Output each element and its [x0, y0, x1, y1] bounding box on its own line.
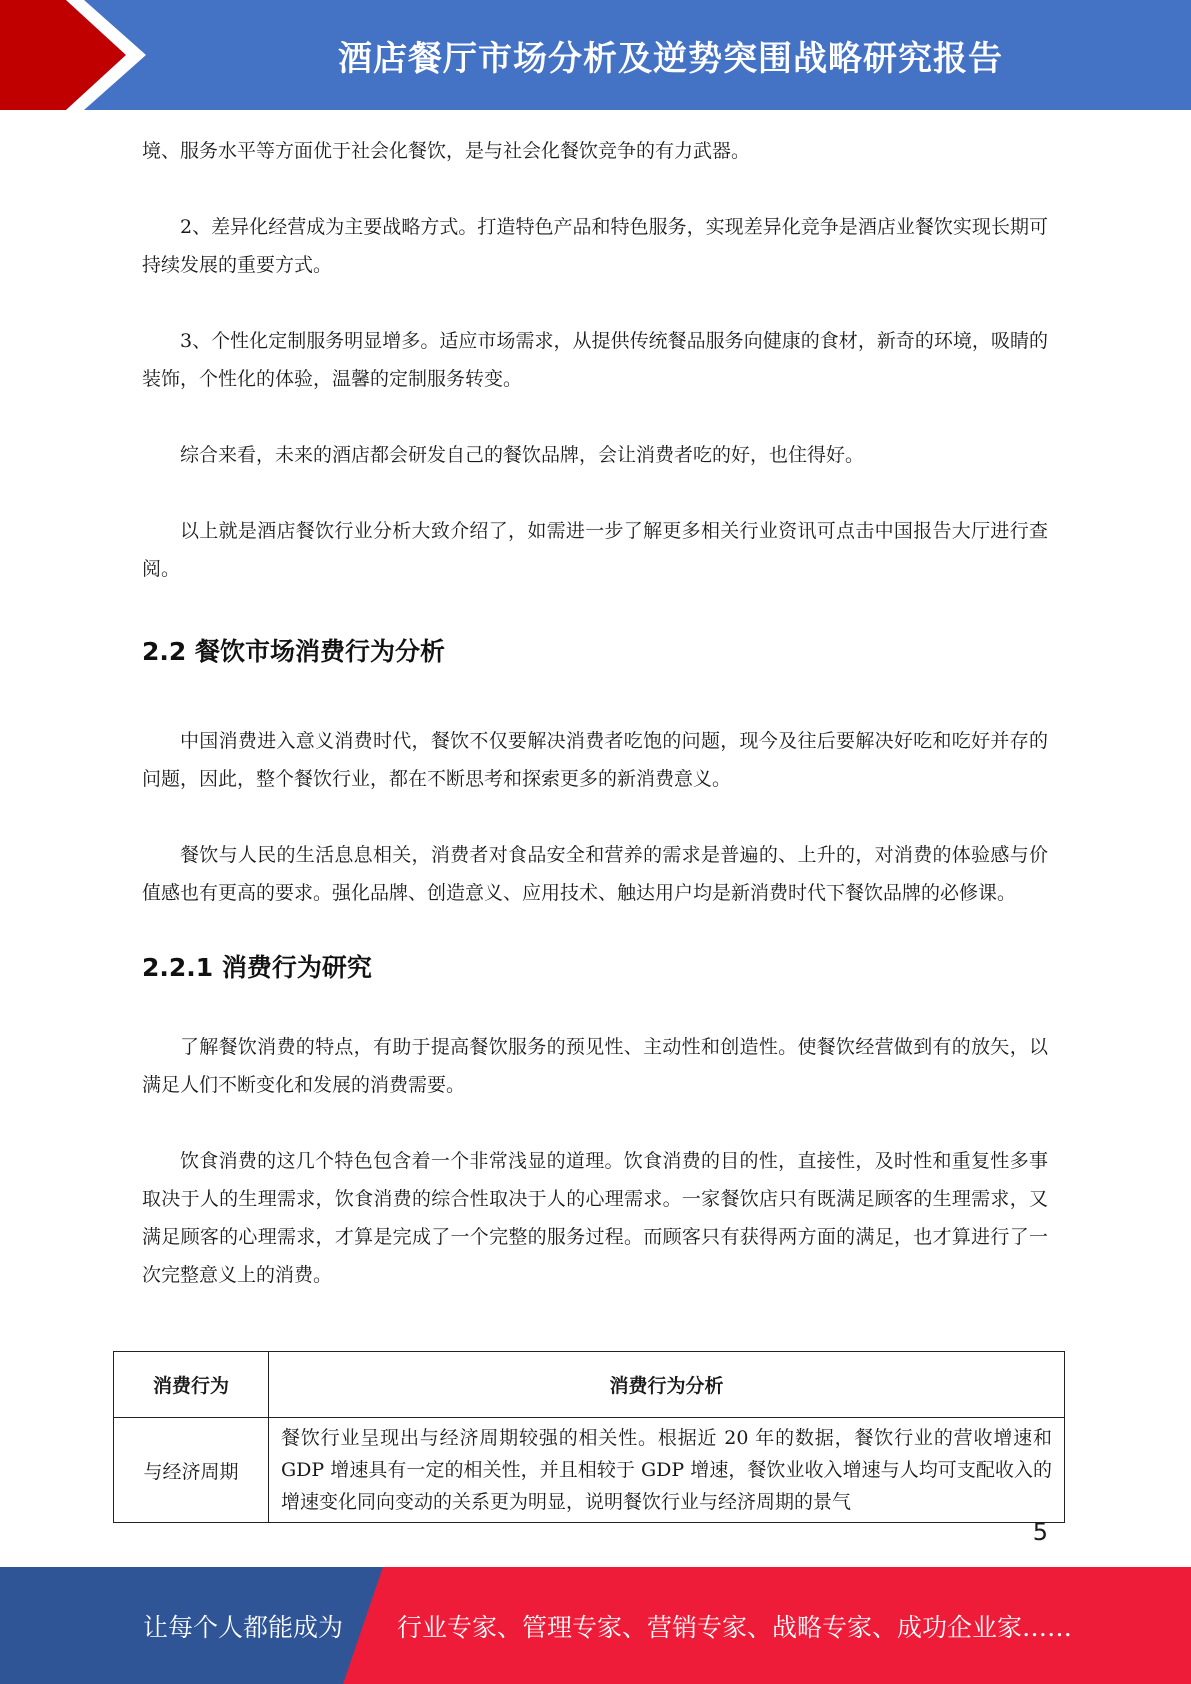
- table-cell-analysis: 餐饮行业呈现出与经济周期较强的相关性。根据近 20 年的数据，餐饮行业的营收增速和 GDP 增速具有一定的相关性，并且相较于 GDP 增速，餐饮业收入增速与人均可支配收入的增速变化同向变动的关系更为明显，说明餐饮行业与经济周期的景气: [269, 1418, 1065, 1523]
- paragraph: 以上就是酒店餐饮行业分析大致介绍了，如需进一步了解更多相关行业资讯可点击中国报告大厅进行查阅。: [142, 520, 1048, 580]
- report-title: 酒店餐厅市场分析及逆势突围战略研究报告: [338, 38, 1003, 79]
- table-header-cell: 消费行为分析: [269, 1352, 1065, 1418]
- section-heading-2-2: 2.2 餐饮市场消费行为分析: [142, 637, 445, 666]
- paragraph: 境、服务水平等方面优于社会化餐饮，是与社会化餐饮竞争的有力武器。: [142, 140, 751, 162]
- paragraph: 餐饮与人民的生活息息相关，消费者对食品安全和营养的需求是普遍的、上升的，对消费的体验感与价值感也有更高的要求。强化品牌、创造意义、应用技术、触达用户均是新消费时代下餐饮品牌的必修课。: [142, 844, 1048, 904]
- page-number: 5: [1032, 1518, 1048, 1546]
- paragraph: 饮食消费的这几个特色包含着一个非常浅显的道理。饮食消费的目的性，直接性，及时性和重复性多事取决于人的生理需求，饮食消费的综合性取决于人的心理需求。一家餐饮店只有既满足顾客的生理需求，又满足顾客的心理需求，才算是完成了一个完整的服务过程。而顾客只有获得两方面的满足，也才算进行了一次完整意义上的消费。: [142, 1150, 1048, 1286]
- paragraph: 中国消费进入意义消费时代，餐饮不仅要解决消费者吃饱的问题，现今及往后要解决好吃和吃好并存的问题，因此，整个餐饮行业，都在不断思考和探索更多的新消费意义。: [142, 730, 1048, 790]
- paragraph: 3、个性化定制服务明显增多。适应市场需求，从提供传统餐品服务向健康的食材，新奇的环境，吸睛的装饰，个性化的体验，温馨的定制服务转变。: [142, 330, 1048, 390]
- paragraph: 综合来看，未来的酒店都会研发自己的餐饮品牌，会让消费者吃的好，也住得好。: [180, 444, 865, 466]
- section-heading-2-2-1: 2.2.1 消费行为研究: [142, 953, 372, 982]
- paragraph: 2、差异化经营成为主要战略方式。打造特色产品和特色服务，实现差异化竞争是酒店业餐饮实现长期可持续发展的重要方式。: [142, 216, 1048, 276]
- table-header-cell: 消费行为: [114, 1352, 269, 1418]
- consumer-behavior-table: [113, 1351, 1065, 1523]
- footer-slogan-right: 行业专家、管理专家、营销专家、战略专家、成功企业家……: [397, 1612, 1073, 1642]
- table-header-row: [114, 1352, 1065, 1418]
- table-cell-category: 与经济周期: [114, 1418, 269, 1523]
- page-header: [0, 0, 1191, 110]
- page-content: [142, 132, 1048, 1294]
- page-footer: [0, 1567, 1191, 1684]
- header-arrow-decoration: [0, 0, 160, 110]
- table-row: [114, 1418, 1065, 1523]
- paragraph: 了解餐饮消费的特点，有助于提高餐饮服务的预见性、主动性和创造性。使餐饮经营做到有的放矢，以满足人们不断变化和发展的消费需要。: [142, 1036, 1048, 1096]
- footer-slogan-left: 让每个人都能成为: [143, 1612, 344, 1642]
